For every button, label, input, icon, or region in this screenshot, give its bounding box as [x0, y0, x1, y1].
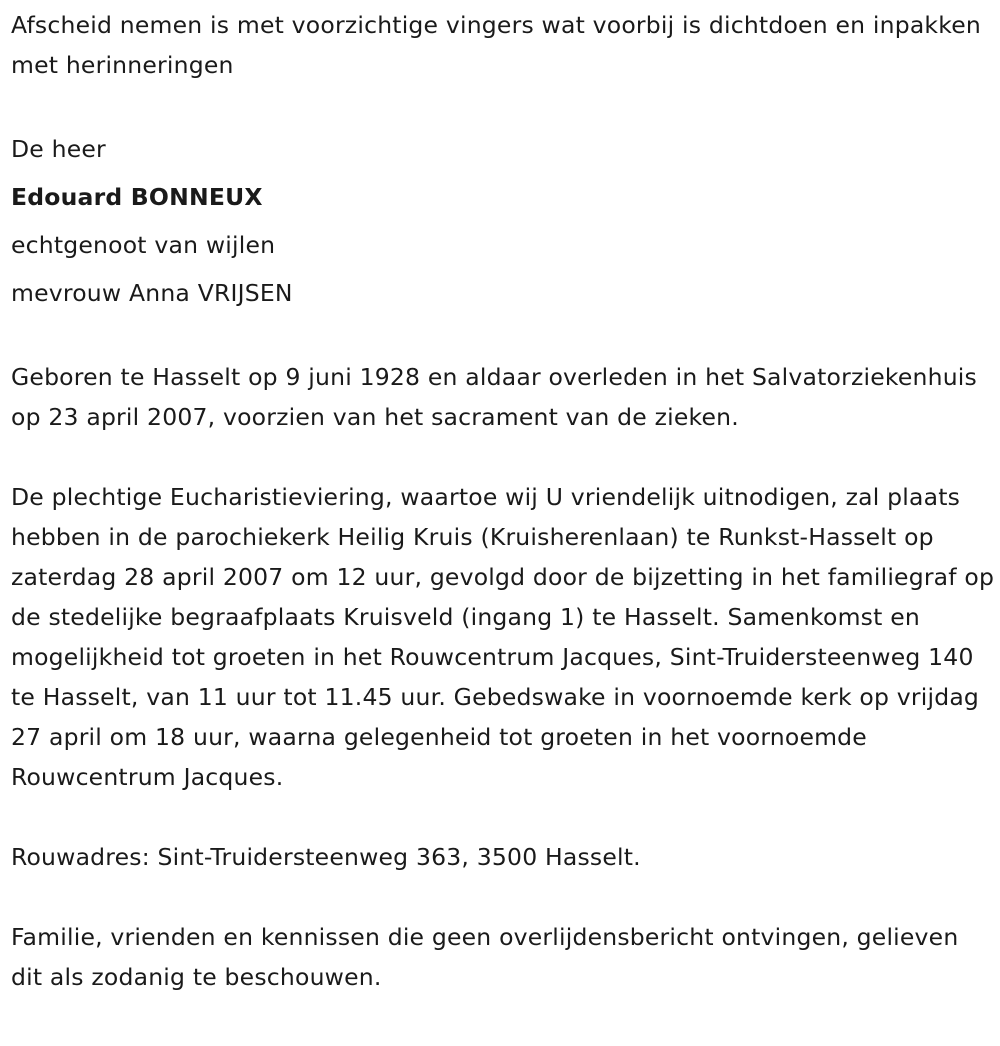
- spacer: [11, 437, 996, 477]
- spacer: [11, 877, 996, 917]
- birth-death-paragraph: Geboren te Hasselt op 9 juni 1928 en aldaar overleden in het Salvatorziekenhuis op 23 april 2007, voorzien van het sacrament van de zieken.: [11, 363, 977, 431]
- spacer: [11, 85, 996, 125]
- title-line: De heer: [11, 135, 106, 163]
- spacer: [11, 317, 996, 357]
- obituary-document: [11, 5, 996, 997]
- spouse-line-2: mevrouw Anna VRIJSEN: [11, 279, 293, 307]
- deceased-name: Edouard BONNEUX: [11, 183, 263, 211]
- ceremony-paragraph: De plechtige Eucharistieviering, waartoe wij U vriendelijk uitnodigen, zal plaats hebben in de parochiekerk Heilig Kruis (Kruisherenlaan) te Runkst-Hasselt op zaterdag 28 april 2007 om 12 uur, gevolgd door de bijzetting in het familiegraf op de stedelijke begraafplaats Kruisveld (ingang 1) te Hasselt. Samenkomst en mogelijkheid tot groeten in het Rouwcentrum Jacques, Sint-Truidersteenweg 140 te Hasselt, van 11 uur tot 11.45 uur. Gebedswake in voornoemde kerk op vrijdag 27 april om 18 uur, waarna gelegenheid tot groeten in het voornoemde Rouwcentrum Jacques.: [11, 483, 995, 791]
- spouse-line-1: echtgenoot van wijlen: [11, 231, 276, 259]
- address-line: Rouwadres: Sint-Truidersteenweg 363, 3500 Hasselt.: [11, 843, 641, 871]
- notice-paragraph: Familie, vrienden en kennissen die geen overlijdensbericht ontvingen, gelieven dit als zodanig te beschouwen.: [11, 923, 959, 991]
- motto-text: Afscheid nemen is met voorzichtige vingers wat voorbij is dichtdoen en inpakken met herinneringen: [11, 11, 981, 79]
- spacer: [11, 797, 996, 837]
